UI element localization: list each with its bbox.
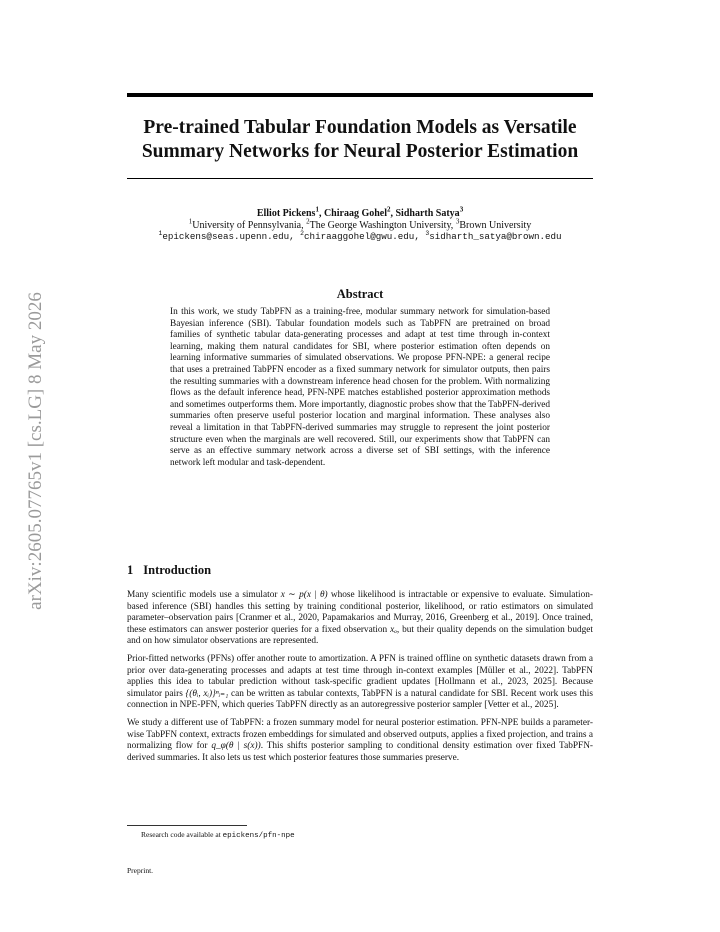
author-mark: 1 [315, 205, 319, 214]
paper-title [127, 116, 593, 164]
text-run: Prior-fitted networks (PFNs) offer another route to amortization. A PFN is trained offline on synthetic datasets drawn from a prior over data-generating processes and adapts at test time through in-context examples [Müller et al., 2022]. TabPFN applies this idea to tabular prediction without task-specific gradient updates [Hollmann et al., 2023, 2025]. Because simulator pairs [127, 653, 593, 699]
email-mark: 1 [158, 229, 163, 237]
text-run: , but their quality depends on the simulation budget and on how simulator observations are represented. [127, 624, 593, 647]
author-mark: 2 [387, 205, 391, 214]
email-link[interactable]: chiraaggohel@gwu.edu, [304, 231, 426, 242]
section-number: 1 [127, 563, 134, 577]
email-mark: 3 [425, 229, 430, 237]
author-block [100, 205, 620, 243]
section-title: Introduction [143, 563, 212, 577]
footnote [141, 830, 295, 840]
email-mark: 2 [300, 229, 305, 237]
footnote-rule [127, 825, 247, 826]
text-run: Many scientific models use a simulator [127, 590, 281, 600]
author-names: Elliot Pickens$^1$, Chiraag Gohel$^2$, Sidharth Satya$^3$ [256, 205, 464, 219]
footnote-text: Research code available at [141, 830, 223, 839]
abstract-heading: Abstract [336, 287, 384, 301]
abstract-text: In this work, we study TabPFN as a training-free, modular summary network for simulation-based Bayesian inference (SBI). Tabular foundation models such as TabPFN are pretrained on broad families of synthetic tabular data-generating processes and adapt at test time through in-context learning, making them natural candidates for SBI, where posterior estimation often depends on learning informative summaries of simulated observations. We propose PFN-NPE: a general recipe that uses a pretrained TabPFN encoder as a fixed summary network for simulator outputs, then pairs the resulting summaries with a downstream inference head chosen for the problem. With normalizing flows as the default inference head, PFN-NPE matches established posterior approximation methods and sometimes outperforms them. More importantly, diagnostic probes show that the TabPFN-derived summaries often preserve useful posterior location and marginal information. These analyses also reveal a limitation in that TabPFN-derived summaries may struggle to represent the joint posterior structure even when the marginals are well recovered. Still, our experiments show that TabPFN can serve as an effective summary network across a diverse set of SBI settings, with the inference network left modular and task-dependent. [170, 307, 550, 468]
introduction-body [127, 590, 593, 770]
arxiv-side-label: arXiv:2605.07765v1 [cs.LG] 8 May 2026 [25, 292, 46, 610]
code-link[interactable]: epickens/pfn-npe [222, 832, 295, 840]
author-name: Sidharth Satya [395, 208, 460, 219]
title-bottom-rule [127, 178, 593, 179]
text-run: . This shifts posterior sampling to conditional density estimation over fixed TabPFN-derived summaries. It also lets us test which posterior features those summaries preserve. [127, 741, 593, 763]
author-mark: 3 [459, 205, 464, 214]
title-top-rule [127, 93, 593, 97]
text-run: We study a different use of TabPFN: a frozen summary model for neural posterior estimation. PFN-NPE builds a parameter-wise TabPFN context, extracts frozen embeddings for simulated and observed outputs, applies a fixed projection, and trains a normalizing flow for [127, 717, 593, 752]
affiliation-mark: 1 [188, 217, 193, 226]
affiliation-mark: 2 [306, 217, 310, 226]
email-link[interactable]: epickens@seas.upenn.edu, [162, 231, 301, 242]
affiliation: University of Pennsylvania, [192, 219, 307, 231]
section-heading [127, 563, 211, 578]
paragraph [127, 590, 593, 648]
affiliations [100, 217, 620, 232]
affiliation: Brown University [459, 219, 532, 231]
math-inline: x ∼ p(x | θ) [280, 590, 328, 600]
paragraph [127, 718, 593, 764]
title-line-1: Pre-trained Tabular Foundation Models as Versatile [143, 117, 577, 138]
affiliation-mark: 3 [455, 217, 460, 226]
author-name: Chiraag Gohel [323, 208, 387, 219]
paragraph [127, 654, 593, 712]
author-emails [100, 231, 620, 243]
math-inline: {(θᵢ, xᵢ)}ⁿᵢ₌₁ [185, 688, 229, 699]
math-inline: q_φ(θ | s(x)) [211, 741, 261, 752]
math-inline: xₒ [390, 624, 397, 635]
author-name: Elliot Pickens [256, 208, 316, 219]
affiliation: The George Washington University, [309, 219, 456, 231]
text-run: can be written as tabular contexts, TabPFN is a natural candidate for SBI. Recent work uses this connection in NPE-PFN, which queries TabPFN directly as an autoregressive posterior sampler [Vetter et al., 2025]. [127, 688, 593, 711]
title-line-2: Summary Networks for Neural Posterior Estimation [141, 141, 579, 162]
preprint-label: Preprint. [127, 866, 154, 875]
text-run: whose likelihood is intractable or expensive to evaluate. Simulation-based inference (SBI) handles this setting by training conditional posterior, likelihood, or ratio estimators on simulated parameter–observation pairs [Cranmer et al., 2020, Papamakarios and Murray, 2016, Greenberg et al., 2019]. Once trained, these estimators can answer posterior queries for a fixed observation [127, 590, 593, 635]
email-link[interactable]: sidharth_satya@brown.edu [429, 231, 562, 242]
